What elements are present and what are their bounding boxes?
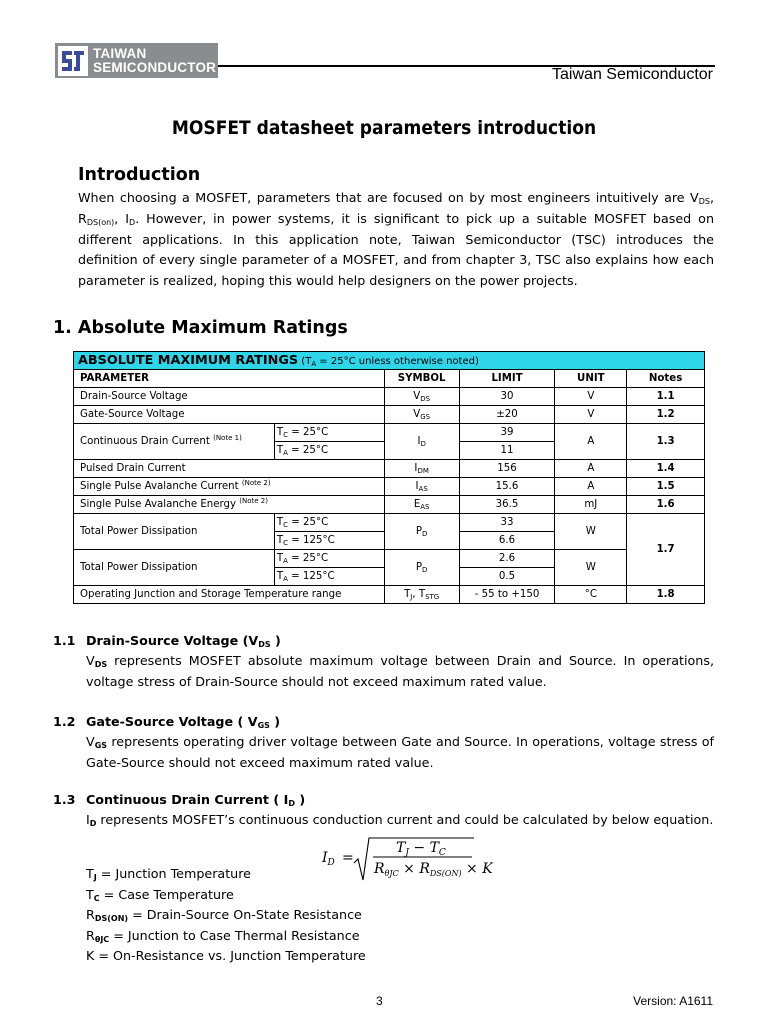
table-row: Single Pulse Avalanche Current $^{(Note 2)}$ $I_{AS}$ 15.6 A 1.5 bbox=[74, 478, 705, 496]
definition-tj: $T_J$ = Junction Temperature bbox=[86, 866, 251, 882]
subsection-1-1-title: Drain-Source Voltage ($V_{DS}$ ) bbox=[86, 633, 281, 649]
subsection-1-2-title: Gate-Source Voltage ( $V_{GS}$ ) bbox=[86, 714, 281, 730]
table-row: Single Pulse Avalanche Energy $^{(Note 2)}$ $E_{AS}$ 36.5 mJ 1.6 bbox=[74, 496, 705, 514]
subsection-1-2-text: $V_{GS}$ represents operating driver voltage between Gate and Source. In operations, voltage stress of Gate-Source should not exceed maximum rated value. bbox=[86, 734, 714, 770]
subsection-1-1-text: $V_{DS}$ represents MOSFET absolute maximum voltage between Drain and Source. In operations, voltage stress of Drain-Source should not exceed maximum rated value. bbox=[86, 653, 714, 689]
section-1-heading: 1. Absolute Maximum Ratings bbox=[53, 318, 348, 338]
table-row: Continuous Drain Current $^{(Note 1)}$ $T_C = 25^\circ C$ $I_D$ 39 A 1.3 bbox=[74, 424, 705, 442]
svg-text:TJ − TC: $T_J - T_C$ bbox=[396, 840, 446, 858]
intro-heading: Introduction bbox=[78, 165, 201, 185]
subsection-1-3-number: 1.3 bbox=[53, 792, 76, 807]
company-logo bbox=[55, 43, 218, 78]
table-row: Total Power Dissipation $T_A = 25^\circ C$ $P_D$ 2.6 W bbox=[74, 550, 705, 568]
logo-text: TAIWAN SEMICONDUCTOR bbox=[93, 45, 217, 75]
svg-text:ID: $I_D$ bbox=[322, 850, 335, 868]
subsection-1-2-number: 1.2 bbox=[53, 714, 76, 729]
definition-r-theta-jc: $R_{\theta JC}$ = Junction to Case Thermal Resistance bbox=[86, 928, 360, 944]
svg-text:RθJC × RDS(ON) × K: $R_{\theta JC} \times R_{DS(ON)} \times K$ bbox=[374, 861, 493, 878]
table-row: $T_A = 125^\circ C$ 0.5 bbox=[74, 568, 705, 586]
absolute-maximum-ratings-table bbox=[73, 351, 705, 604]
table-title-row: ABSOLUTE MAXIMUM RATINGS ($T_A = 25^\circ C$ unless otherwise noted) bbox=[74, 352, 705, 370]
intro-paragraph: When choosing a MOSFET, parameters that are focused on by most engineers intuitively are $V_{DS}$, $R_{DS(on)}$, $I_D$. However, in power systems, it is significant to pick up a suitable MOSFET based on different applications. In this application note, Taiwan Semiconductor (TSC) introduces the definition of every single parameter of a MOSFET, and from chapter 3, TSC also explains how each parameter is realized, hoping this would help designers on the power projects. bbox=[78, 190, 714, 289]
table-row: Drain-Source Voltage $V_{DS}$ 30 V 1.1 bbox=[74, 388, 705, 406]
drain-current-equation bbox=[322, 835, 493, 889]
table-row: Pulsed Drain Current $I_{DM}$ 156 A 1.4 bbox=[74, 460, 705, 478]
table-row: Operating Junction and Storage Temperature range $T_J$, $T_{STG}$ - 55 to +150 °C 1.8 bbox=[74, 586, 705, 604]
header-company-name: Taiwan Semiconductor bbox=[552, 66, 713, 83]
subsection-1-1-number: 1.1 bbox=[53, 633, 76, 648]
definition-rds-on: $R_{DS(ON)}$ = Drain-Source On-State Resistance bbox=[86, 907, 362, 923]
document-title: MOSFET datasheet parameters introduction bbox=[171, 117, 597, 139]
table-row: Total Power Dissipation $T_C = 25^\circ C$ $P_D$ 33 W 1.7 bbox=[74, 514, 705, 532]
table-row: Gate-Source Voltage $V_{GS}$ ±20 V 1.2 bbox=[74, 406, 705, 424]
page-number: 3 bbox=[376, 994, 383, 1008]
version-label: Version: A1611 bbox=[633, 994, 713, 1008]
logo-mark-icon bbox=[58, 46, 88, 76]
svg-text:=: = bbox=[342, 850, 354, 866]
definition-tc: $T_C$ = Case Temperature bbox=[86, 887, 234, 903]
subsection-1-3-text: $I_D$ represents MOSFET’s continuous conduction current and could be calculated by below equation. bbox=[86, 812, 714, 828]
table-row: $T_A = 25^\circ C$ 11 bbox=[74, 442, 705, 460]
definition-k: K = On-Resistance vs. Junction Temperature bbox=[86, 948, 366, 963]
table-header-row: PARAMETER SYMBOL LIMIT UNIT Notes bbox=[74, 370, 705, 388]
subsection-1-3-title: Continuous Drain Current ( $I_D$ ) bbox=[86, 792, 306, 808]
table-row: $T_C = 125^\circ C$ 6.6 bbox=[74, 532, 705, 550]
